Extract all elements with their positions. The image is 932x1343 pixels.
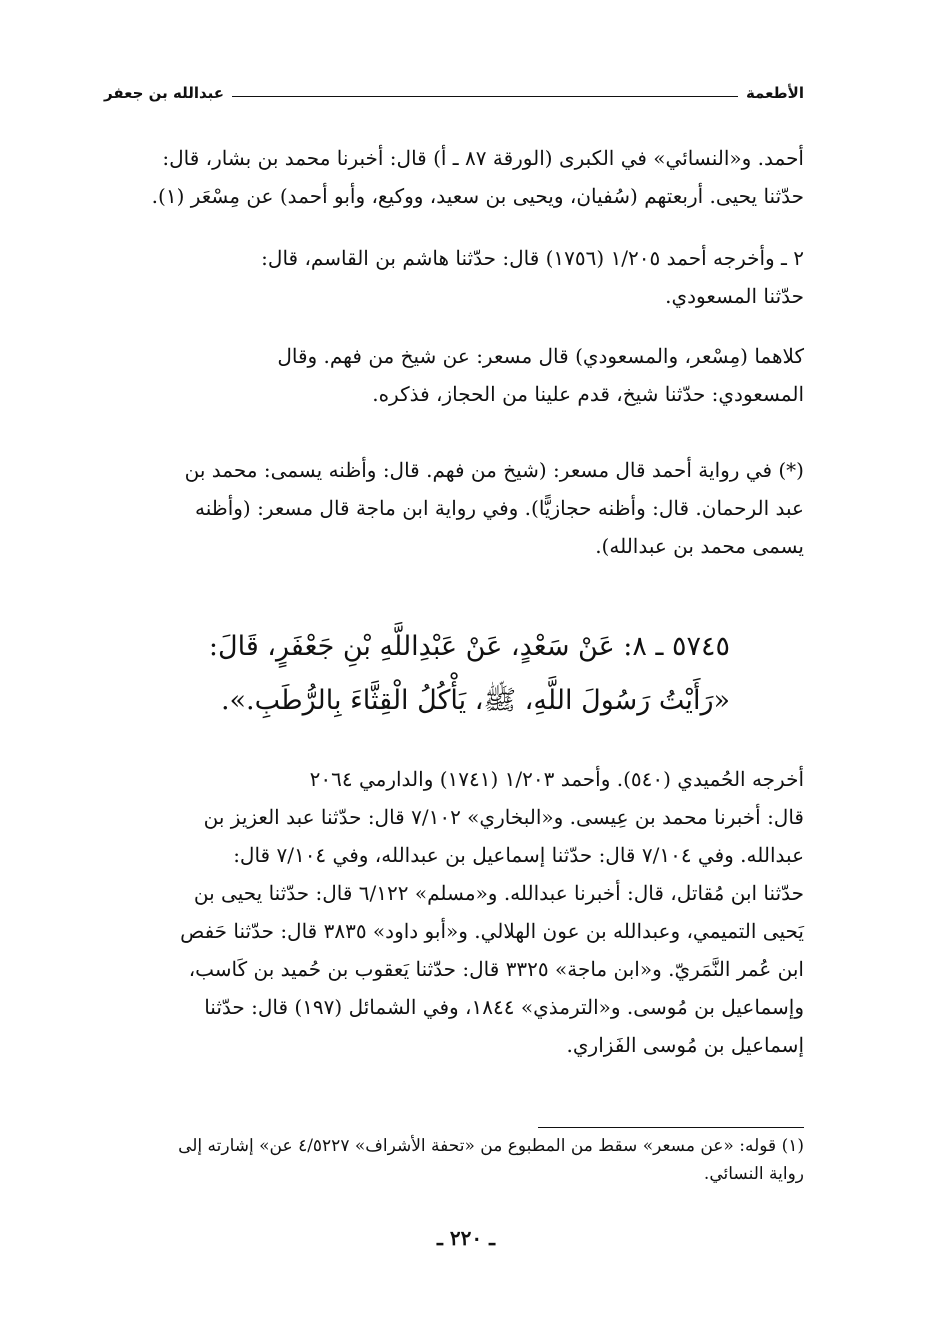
footnote [104, 1132, 804, 1188]
paragraph-1 [104, 139, 804, 215]
text-line: وإسماعيل بن مُوسى. و«الترمذي» ١٨٤٤، وفي الشمائل (١٩٧) قال: حدّثنا [204, 995, 804, 1019]
text-line: عبد الرحمان. قال: وأظنه حجازيًّا). وفي رواية ابن ماجة قال مسعر: (وأظنه [195, 496, 804, 520]
text-line: قال: أخبرنا محمد بن عِيسى. و«البخاري» ٧/١٠٢ قال: حدّثنا عبد العزيز بن [203, 805, 804, 829]
text-line: يَحيى التميمي، وعبدالله بن عون الهلالي. و«أبو داود» ٣٨٣٥ قال: حدّثنا حَفص [180, 919, 804, 943]
running-header [104, 78, 804, 102]
takhrij-paragraph [104, 760, 804, 1064]
footnote-line: (١) قوله: «عن مسعر» سقط من المطبوع من «تحفة الأشراف» ٤/٥٢٢٧ عن» إشارته إلى [178, 1136, 804, 1156]
page-number: ـ ٢٢٠ ـ [437, 1226, 495, 1250]
text-line: حدّثنا ابن مُقاتل، قال: أخبرنا عبدالله. و«مسلم» ٦/١٢٢ قال: حدّثنا يحيى بن [193, 881, 804, 905]
section-title: الأطعمة [745, 84, 804, 102]
text-line: ٢ ـ وأخرجه أحمد ١/٢٠٥ (١٧٥٦) قال: حدّثنا هاشم بن القاسم، قال: [261, 246, 804, 270]
footnote-rule [538, 1127, 804, 1128]
text-line: المسعودي: حدّثنا شيخ، قدم علينا من الحجاز، فذكره. [372, 382, 804, 406]
text-line: حدّثنا المسعودي. [665, 284, 804, 308]
hadith-line: ٥٧٤٥ ـ ٨: عَنْ سَعْدٍ، عَنْ عَبْدِاللَّهِ بْنِ جَعْفَرٍ، قَالَ: [208, 631, 730, 662]
text-line: عبدالله. وفي ٧/١٠٤ قال: حدّثنا إسماعيل بن عبدالله، وفي ٧/١٠٤ قال: [233, 843, 804, 867]
paragraph-2 [104, 239, 804, 315]
text-line: (*) في رواية أحمد قال مسعر: (شيخ من فهم. قال: وأظنه يسمى: محمد بن [184, 458, 804, 482]
text-line: كلاهما (مِسْعر، والمسعودي) قال مسعر: عن شيخ من فهم. وقال [277, 344, 804, 368]
hadith-text [130, 620, 730, 728]
text-line: أخرجه الحُميدي (٥٤٠). وأحمد ١/٢٠٣ (١٧٤١) والدارمي ٢٠٦٤ [309, 767, 804, 791]
editor-note [104, 451, 804, 565]
text-line: حدّثنا يحيى. أربعتهم (سُفيان، ويحيى بن سعيد، ووكيع، وأبو أحمد) عن مِسْعَر (١). [151, 184, 804, 208]
paragraph-3 [104, 337, 804, 413]
text-line: إسماعيل بن مُوسى الفَزاري. [566, 1033, 804, 1057]
text-line: يسمى محمد بن عبدالله). [595, 534, 804, 558]
chapter-title: عبدالله بن جعفر [104, 84, 225, 102]
header-rule [232, 96, 738, 97]
text-line: ابن عُمر النَّمَريّ. و«ابن ماجة» ٣٣٢٥ قال: حدّثنا يَعقوب بن حُميد بن كَاسب، [188, 957, 804, 981]
footnote-line: رواية النسائي. [703, 1164, 804, 1184]
hadith-line: «رَأَيْتُ رَسُولَ اللَّهِ، ﷺ، يَأْكُلُ الْقِثَّاءَ بِالرُّطَبِ.». [220, 685, 730, 716]
text-line: أحمد. و«النسائي» في الكبرى (الورقة ٨٧ ـ أ) قال: أخبرنا محمد بن بشار، قال: [162, 146, 804, 170]
